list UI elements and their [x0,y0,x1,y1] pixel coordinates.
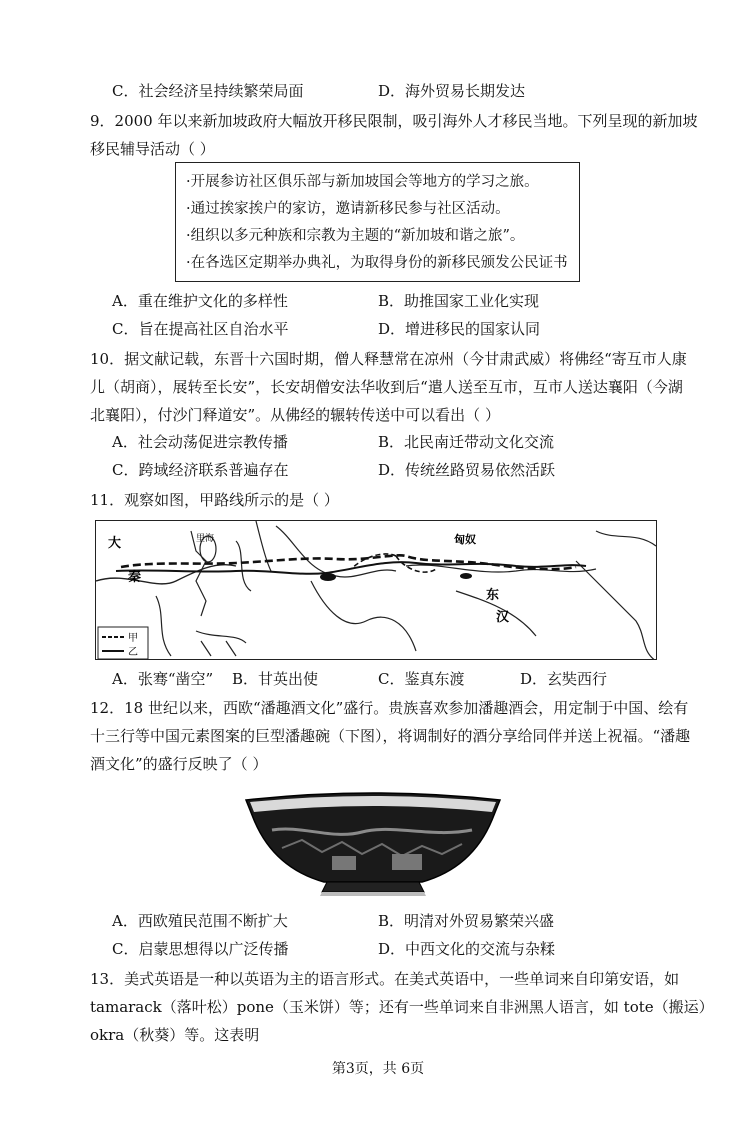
q10-option-d: D．传统丝路贸易依然活跃 [378,461,556,479]
legend-box [98,627,148,659]
q10-option-c: C．跨域经济联系普遍存在 [112,461,289,479]
label-dong: 东 [486,588,500,603]
label-da: 大 [108,536,122,551]
q10-stem-line3: 北襄阳），付沙门释道安”。从佛经的辗转传送中可以看出（ ） [90,406,500,424]
punch-bowl-svg [242,790,504,900]
border [276,526,396,577]
punch-bowl-image [242,790,504,900]
bowl-foot-base [320,892,426,896]
q13-stem-line3: okra（秋葵）等。这表明 [90,1026,260,1044]
q10-option-a: A．社会动荡促进宗教传播 [112,433,288,451]
q10-option-b: B．北民南迁带动文化交流 [378,433,555,451]
q9-option-c: C．旨在提高社区自治水平 [112,320,289,338]
route-jia-line [121,555,576,569]
q11-stem: 11．观察如图，甲路线所示的是（ ） [90,491,339,509]
q9-stem-line1: 9．2000 年以来新加坡政府大幅放开移民限制，吸引海外人才移民当地。下列呈现的新加坡 [90,112,698,130]
q10-stem-line1: 10．据文献记载，东晋十六国时期，僧人释慧常在凉州（今甘肃武威）将佛经“寄互市人康 [90,350,687,368]
route-map [95,520,657,660]
page-footer: 第3页，共 6页 [331,1061,425,1077]
q11-option-d: D．玄奘西行 [520,670,608,688]
q9-box-line: ·在各选区定期举办典礼，为取得身份的新移民颁发公民证书 [186,255,568,271]
label-han: 汉 [496,610,510,625]
coastline [596,531,656,546]
terrain [196,631,246,656]
q9-stem-line2: 移民辅导活动（ ） [90,140,215,158]
q9-box-line: ·开展参访社区俱乐部与新加坡国会等地方的学习之旅。 [186,174,539,190]
coastline [576,561,656,660]
label-xiongnu: 匈奴 [454,533,476,546]
q9-option-b: B．助推国家工业化实现 [378,292,540,310]
bowl-decoration [392,854,422,870]
q9-box-line: ·通过挨家挨户的家访，邀请新移民参与社区活动。 [186,201,510,217]
label-caspian: 里海 [196,534,215,544]
q11-option-b: B．甘英出使 [232,670,319,688]
border [256,521,271,571]
river [236,541,251,591]
q9-box-line: ·组织以多元种族和宗教为主题的“新加坡和谐之旅”。 [186,228,525,244]
q9-activity-box [175,162,580,282]
river [311,581,416,651]
q11-option-c: C．鉴真东渡 [378,670,465,688]
q11-option-a: A．张骞“凿空” [112,670,214,688]
q12-stem-line1: 12．18 世纪以来，西欧“潘趣酒文化”盛行。贵族喜欢参加潘趣酒会，用定制于中国、绘有 [90,699,689,717]
lake [460,573,472,579]
q12-stem-line3: 酒文化”的盛行反映了（ ） [90,755,268,773]
bowl-foot [322,882,424,892]
label-qin: 秦 [128,570,142,585]
coastline [156,596,171,656]
q13-stem-line1: 13．美式英语是一种以英语为主的语言形式。在美式英语中，一些单词来自印第安语，如 [90,970,680,988]
q12-stem-line2: 十三行等中国元素图案的巨型潘趣碗（下图），将调制好的酒分享给同伴并送上祝福。“潘趣 [90,727,691,745]
q12-option-a: A．西欧殖民范围不断扩大 [112,912,288,930]
q8-option-d: D．海外贸易长期发达 [378,82,526,100]
q12-option-c: C．启蒙思想得以广泛传播 [112,940,289,958]
q9-option-d: D．增进移民的国家认同 [378,320,541,338]
legend-yi-label: 乙 [128,647,138,658]
legend-jia-label: 甲 [128,633,138,644]
q8-option-c: C．社会经济呈持续繁荣局面 [112,82,304,100]
q12-option-d: D．中西文化的交流与杂糅 [378,940,556,958]
route-map-svg [96,521,657,660]
bowl-decoration [332,856,356,870]
q9-option-a: A．重在维护文化的多样性 [112,292,288,310]
coastline [96,565,236,584]
q12-option-b: B．明清对外贸易繁荣兴盛 [378,912,555,930]
q13-stem-line2: tamarack（落叶松）pone（玉米饼）等；还有一些单词来自非洲黑人语言，如 tote（搬运） [90,998,714,1016]
q10-stem-line2: 儿（胡商），展转至长安”，长安胡僧安法华收到后“遣人送至互市，互市人送达襄阳（今湖 [90,378,683,396]
